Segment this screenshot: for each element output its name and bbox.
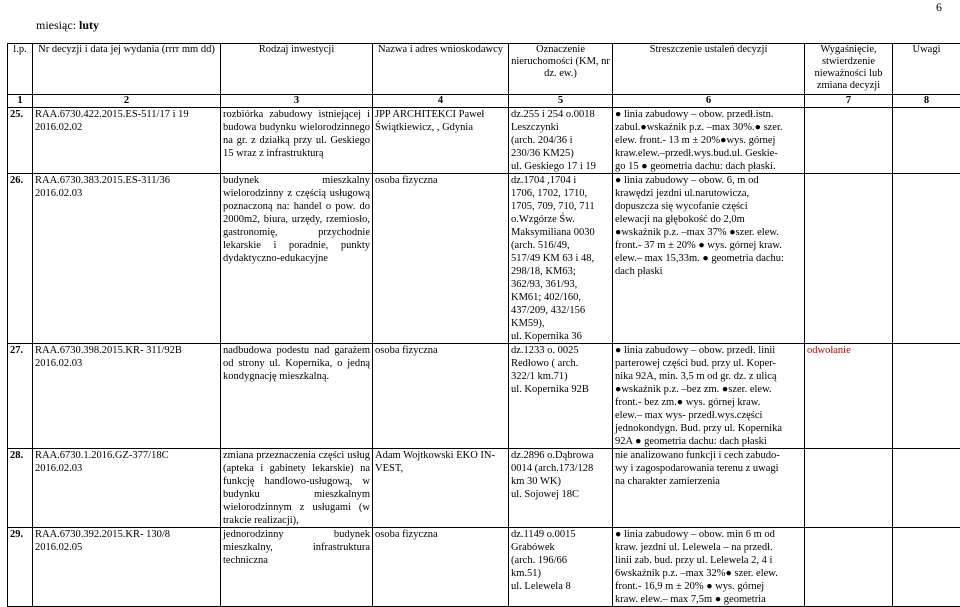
summary-line: kraw. jezdni ul. Lelewela – na przedł. [615, 541, 802, 554]
row-decision-number [33, 108, 221, 174]
decision-number-line: 2016.02.03 [35, 462, 218, 475]
month-label: miesiąc: [36, 18, 76, 32]
header-row [8, 44, 960, 95]
property-line: KM61; 402/160, [511, 291, 610, 304]
summary-line: front.- 16,9 m ± 20% ● wys. górnej [615, 580, 802, 593]
summary-line: parterowej części bud. przy ul. Koper- [615, 357, 802, 370]
summary-line: elew. front.- 13 m ± 20%●wys. górnej [615, 134, 802, 147]
table-row [8, 449, 960, 528]
row-investment-type: nadbudowa podestu nad garażem od strony ul. Kopernika, o jedną kondygnację mieszkalną. [221, 344, 373, 449]
summary-line: nika 92A, min. 3,5 m od gr. dz. z ulicą [615, 370, 802, 383]
row-summary [613, 344, 805, 449]
property-line: (arch. 516/49, [511, 239, 610, 252]
row-remarks [893, 108, 960, 174]
summary-line: na charakter zamierzenia [615, 475, 802, 488]
summary-line: ● linia zabudowy – obow. przedł. linii [615, 344, 802, 357]
property-line: km.51) [511, 567, 610, 580]
summary-line: elewacji na głębokość do 2,0m [615, 213, 802, 226]
applicant-line: osoba fizyczna [375, 528, 506, 541]
row-summary [613, 174, 805, 344]
row-expiry [805, 174, 893, 344]
property-line: Redłowo ( arch. [511, 357, 610, 370]
row-summary [613, 108, 805, 174]
row-lp: 27. [8, 344, 33, 449]
column-number: 4 [373, 95, 509, 108]
property-line: 230/36 KM25) [511, 147, 610, 160]
row-applicant [373, 344, 509, 449]
header-nr-decyzji: Nr decyzji i data jej wydania (rrrr mm dd) [33, 44, 221, 95]
row-lp: 26. [8, 174, 33, 344]
column-number: 6 [613, 95, 805, 108]
property-line: ul. Kopernika 92B [511, 383, 610, 396]
row-property [509, 344, 613, 449]
column-number: 3 [221, 95, 373, 108]
month-value: luty [79, 18, 99, 32]
property-line: dz.1149 o.0015 [511, 528, 610, 541]
summary-line: jednokondygn. Bud. przy ul. Kopernika [615, 422, 802, 435]
property-line: ul. Sojowej 18C [511, 488, 610, 501]
property-line: (arch. 196/66 [511, 554, 610, 567]
decision-number-line: 2016.02.02 [35, 121, 218, 134]
row-investment-type: jednorodzinny budynek mieszkalny, infrastruktura techniczna [221, 528, 373, 607]
summary-line: ● linia zabudowy – obow. przedł.istn. [615, 108, 802, 121]
summary-line: ●wskaźnik p.z. –bez zm. ●szer. elew. [615, 383, 802, 396]
decision-number-line: RAA.6730.422.2015.ES-511/17 i 19 [35, 108, 218, 121]
row-applicant [373, 108, 509, 174]
row-remarks [893, 344, 960, 449]
row-investment-type: budynek mieszkalny wielorodzinny z częścią usługową poznaczoną na: handel o pow. do 2000m2, biura, urzędy, rzemiosło, gastronomię, przychodnie lekarskie i poradnie, punkty dydaktyczno-edukacyjne [221, 174, 373, 344]
column-number: 5 [509, 95, 613, 108]
summary-line: kraw. elew.– max 7,5m ● geometria [615, 593, 802, 606]
property-line: 437/209, 432/156 [511, 304, 610, 317]
summary-line: 92A ● geometria dachu: dach płaski [615, 435, 802, 448]
header-lp: l.p. [8, 44, 33, 95]
property-line: Grabówek [511, 541, 610, 554]
property-line: 298/18, KM63; [511, 265, 610, 278]
row-lp: 25. [8, 108, 33, 174]
table-row [8, 174, 960, 344]
row-expiry [805, 449, 893, 528]
header-uwagi: Uwagi [893, 44, 960, 95]
column-number: 8 [893, 95, 960, 108]
summary-line: wy i zagospodarowania terenu z uwagi [615, 462, 802, 475]
decision-number-line: RAA.6730.392.2015.KR- 130/8 [35, 528, 218, 541]
decision-number-line: RAA.6730.398.2015.KR- 311/92B [35, 344, 218, 357]
page-number: 6 [936, 0, 942, 15]
row-lp: 29. [8, 528, 33, 607]
applicant-line: osoba fizyczna [375, 174, 506, 187]
row-expiry [805, 108, 893, 174]
summary-line: krawędzi jezdni ul.narutowicza, [615, 187, 802, 200]
property-line: 322/1 km.71) [511, 370, 610, 383]
property-line: 0014 (arch.173/128 [511, 462, 610, 475]
property-line: 1706, 1702, 1710, [511, 187, 610, 200]
month-heading [36, 18, 99, 33]
decisions-table [7, 43, 960, 607]
summary-line: 6wskaźnik p.z. –max 32%● szer. elew. [615, 567, 802, 580]
summary-line: ●wskaźnik p.z. –max 37% ●szer. elew. [615, 226, 802, 239]
property-line: dz.2896 o.Dąbrowa [511, 449, 610, 462]
row-applicant [373, 174, 509, 344]
property-line: (arch. 204/36 i [511, 134, 610, 147]
row-investment-type: rozbiórka zabudowy istniejącej i budowa budynku wielorodzinnego na gr. z działką przy ul. Geskiego 15 wraz z infrastrukturą [221, 108, 373, 174]
summary-line: zabul.●wskaźnik p.z. –max 30%.● szer. [615, 121, 802, 134]
header-rodzaj: Rodzaj inwestycji [221, 44, 373, 95]
row-property [509, 174, 613, 344]
property-line: ul. Lelewela 8 [511, 580, 610, 593]
table-row [8, 108, 960, 174]
row-property [509, 108, 613, 174]
summary-line: dopuszcza się wycofanie części [615, 200, 802, 213]
property-line: Leszczynki [511, 121, 610, 134]
column-numbers-row [8, 95, 960, 108]
header-nazwa: Nazwa i adres wnioskodawcy [373, 44, 509, 95]
row-decision-number [33, 449, 221, 528]
summary-line: kraw.elew.–przedł.wys.bud.ul. Geskie- [615, 147, 802, 160]
property-line: dz.255 i 254 o.0018 [511, 108, 610, 121]
row-summary [613, 449, 805, 528]
decision-number-line: RAA.6730.1.2016.GZ-377/18C [35, 449, 218, 462]
applicant-line: Świątkiewicz, , Gdynia [375, 121, 506, 134]
summary-line: elew.– max 15,33m. ● geometria dachu: [615, 252, 802, 265]
property-line: Maksymiliana 0030 [511, 226, 610, 239]
applicant-line: osoba fizyczna [375, 344, 506, 357]
property-line: 362/93, 361/93, [511, 278, 610, 291]
row-remarks [893, 174, 960, 344]
property-line: ul. Kopernika 36 [511, 330, 610, 343]
summary-line: nie analizowano funkcji i cech zabudo- [615, 449, 802, 462]
row-lp: 28. [8, 449, 33, 528]
summary-line: elew.– max wys- przedł.wys.części [615, 409, 802, 422]
decision-number-line: 2016.02.03 [35, 357, 218, 370]
applicant-line: VEST, [375, 462, 506, 475]
applicant-line: Adam Wojtkowski EKO IN- [375, 449, 506, 462]
property-line: KM59), [511, 317, 610, 330]
column-number: 2 [33, 95, 221, 108]
row-remarks [893, 449, 960, 528]
property-line: ul. Geskiego 17 i 19 [511, 160, 610, 173]
summary-line: dach płaski [615, 265, 802, 278]
decision-number-line: 2016.02.05 [35, 541, 218, 554]
row-expiry: odwołanie [805, 344, 893, 449]
summary-line: front.- bez zm.● wys. górnej kraw. [615, 396, 802, 409]
applicant-line: JPP ARCHITEKCI Paweł [375, 108, 506, 121]
row-decision-number [33, 344, 221, 449]
row-property [509, 449, 613, 528]
header-streszczenie: Streszczenie ustaleń decyzji [613, 44, 805, 95]
header-oznaczenie: Oznaczenie nieruchomości (KM, nr dz. ew.) [509, 44, 613, 95]
row-applicant [373, 449, 509, 528]
summary-line: ● linia zabudowy – obow. min 6 m od [615, 528, 802, 541]
column-number: 7 [805, 95, 893, 108]
property-line: 517/49 KM 63 i 48, [511, 252, 610, 265]
column-number: 1 [8, 95, 33, 108]
table-row [8, 344, 960, 449]
row-decision-number [33, 174, 221, 344]
decision-number-line: RAA.6730.383.2015.ES-311/36 [35, 174, 218, 187]
property-line: 1705, 709, 710, 711 [511, 200, 610, 213]
summary-line: ● linia zabudowy – obow. 6, m od [615, 174, 802, 187]
summary-line: linii zab. bud. przy ul. Lelewela 2, 4 i [615, 554, 802, 567]
decision-number-line: 2016.02.03 [35, 187, 218, 200]
property-line: o.Wzgórze Św. [511, 213, 610, 226]
property-line: dz.1233 o. 0025 [511, 344, 610, 357]
row-investment-type: zmiana przeznaczenia części usług (apteka i gabinety lekarskie) na funkcję handlowo-usługową, w budynku mieszkalnym wielorodzinnym z usługami (w trakcie realizacji), [221, 449, 373, 528]
header-wygasniecie: Wygaśnięcie, stwierdzenie nieważności lub zmiana decyzji [805, 44, 893, 95]
summary-line: front.- 37 m ± 20% ● wys. górnej kraw. [615, 239, 802, 252]
summary-line: go 15 ● geometria dachu: dach płaski. [615, 160, 802, 173]
property-line: km 30 WK) [511, 475, 610, 488]
property-line: dz.1704 ,1704 i [511, 174, 610, 187]
